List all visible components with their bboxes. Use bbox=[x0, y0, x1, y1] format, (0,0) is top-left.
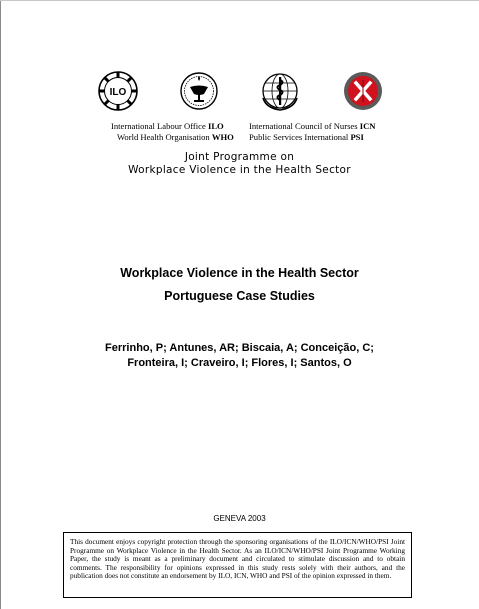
ilo-logo-text: ILO bbox=[109, 87, 127, 98]
org-ilo bbox=[111, 121, 224, 132]
copyright-disclaimer: This document enjoys copyright protection through the sponsoring organisations of the ILO/ICN/WHO/PSI Joint Programme on Workplace Violence in the Health Sector. As an ILO/ICN/WHO/PSI Joint Programme Working Paper, the study is meant as a preliminary document and circulated to stimulate discussion and to obtain comments. The responsibility for opinions expressed in this study rests solely with their authors, and the publication does not constitute an endorsement by ILO, ICN, WHO and PSI of the opinion expressed in them. bbox=[63, 532, 412, 598]
authors-line-2: Fronteira, I; Craveiro, I; Flores, I; Santos, O bbox=[127, 356, 352, 369]
authors-line-1: Ferrinho, P; Antunes, AR; Biscaia, A; Conceição, C; bbox=[105, 342, 374, 354]
org-psi-abbr: PSI bbox=[350, 132, 364, 142]
who-emblem-icon bbox=[259, 70, 301, 112]
org-who-abbr: WHO bbox=[211, 132, 234, 142]
org-psi bbox=[249, 132, 364, 143]
document-title: Workplace Violence in the Health Sector bbox=[120, 266, 359, 280]
organizations-block bbox=[0, 121, 479, 143]
programme-heading bbox=[0, 151, 479, 177]
org-psi-name: Public Services International bbox=[249, 132, 349, 142]
org-icn bbox=[249, 121, 376, 132]
programme-line-2: Workplace Violence in the Health Sector bbox=[128, 164, 351, 176]
org-who-name: World Health Organisation bbox=[117, 132, 210, 142]
org-ilo-name: International Labour Office bbox=[111, 121, 206, 131]
org-ilo-abbr: ILO bbox=[207, 121, 224, 131]
org-icn-abbr: ICN bbox=[359, 121, 376, 131]
org-who bbox=[117, 132, 234, 143]
psi-emblem-icon bbox=[342, 70, 384, 112]
programme-line-1: Joint Programme on bbox=[184, 151, 295, 163]
document-subtitle: Portuguese Case Studies bbox=[164, 289, 315, 303]
authors bbox=[0, 341, 479, 370]
place-year: GENEVA 2003 bbox=[213, 514, 266, 523]
icn-emblem-icon bbox=[178, 70, 220, 112]
page-edge-top bbox=[0, 0, 479, 1]
org-icn-name: International Council of Nurses bbox=[249, 121, 358, 131]
ilo-emblem-icon bbox=[97, 70, 139, 112]
